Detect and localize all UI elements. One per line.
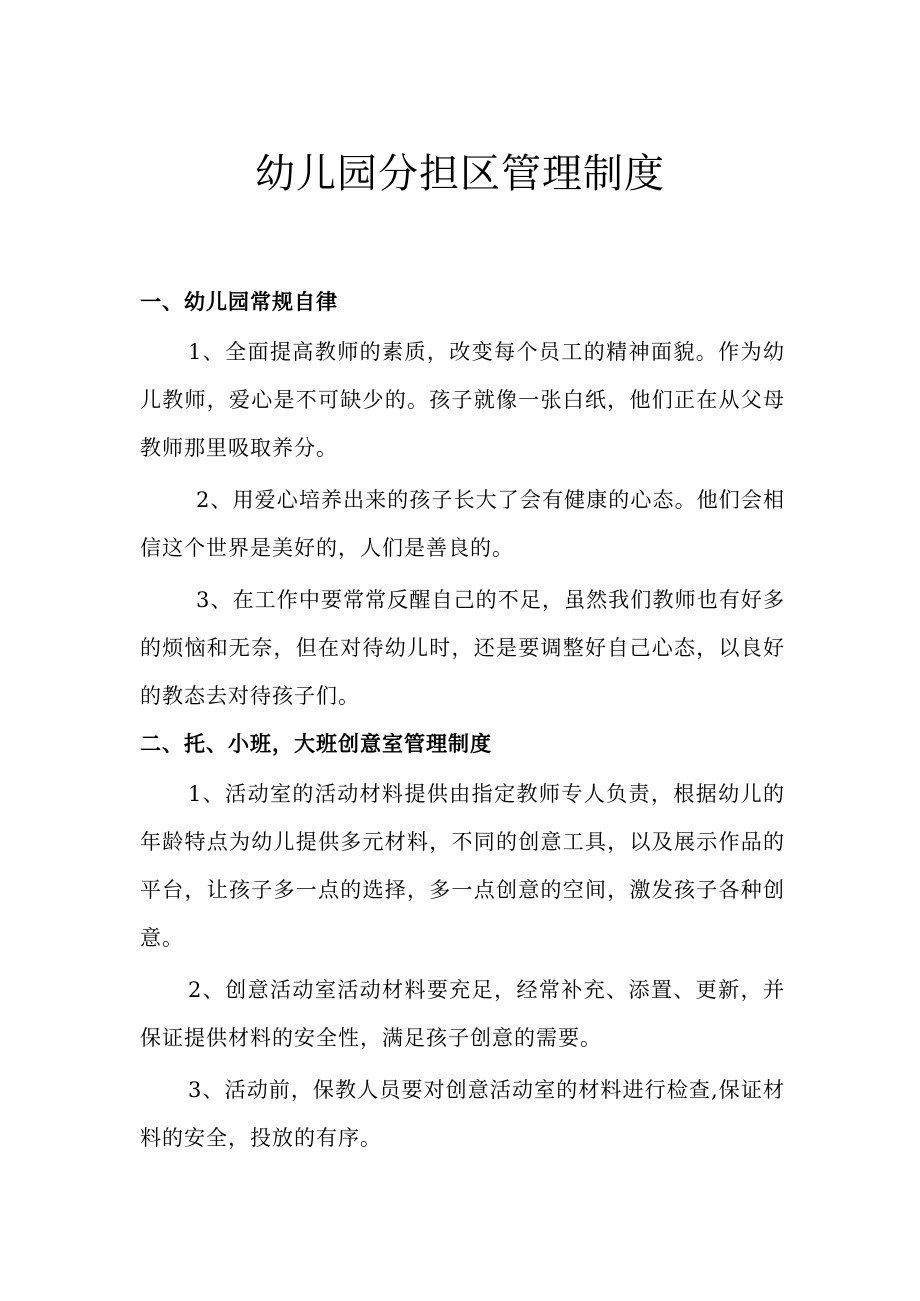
paragraph: 1、活动室的活动材料提供由指定教师专人负责，根据幼儿的年龄特点为幼儿提供多元材料，不同的创意工具，以及展示作品的平台，让孩子多一点的选择，多一点创意的空间，激发孩子各种创意。 bbox=[140, 782, 785, 950]
section-heading: 二、托、小班，大班创意室管理制度 bbox=[140, 732, 492, 756]
document-body bbox=[140, 278, 785, 1162]
document-title: 幼儿园分担区管理制度 bbox=[255, 151, 665, 197]
paragraph: 2、创意活动室活动材料要充足，经常补充、添置、更新，并保证提供材料的安全性，满足孩子创意的需要。 bbox=[140, 978, 785, 1050]
paragraph: 3、在工作中要常常反醒自己的不足，虽然我们教师也有好多的烦恼和无奈，但在对待幼儿时，还是要调整好自己心态，以良好的教态去对待孩子们。 bbox=[140, 588, 785, 708]
section-2 bbox=[140, 720, 785, 1162]
paragraph: 3、活动前，保教人员要对创意活动室的材料进行检查,保证材料的安全，投放的有序。 bbox=[140, 1078, 785, 1150]
section-heading: 一、幼儿园常规自律 bbox=[140, 290, 338, 314]
section-1 bbox=[140, 278, 785, 720]
paragraph: 1、全面提高教师的素质，改变每个员工的精神面貌。作为幼儿教师，爱心是不可缺少的。孩子就像一张白纸，他们正在从父母教师那里吸取养分。 bbox=[140, 340, 785, 460]
paragraph: 2、用爱心培养出来的孩子长大了会有健康的心态。他们会相信这个世界是美好的，人们是善良的。 bbox=[140, 488, 785, 560]
